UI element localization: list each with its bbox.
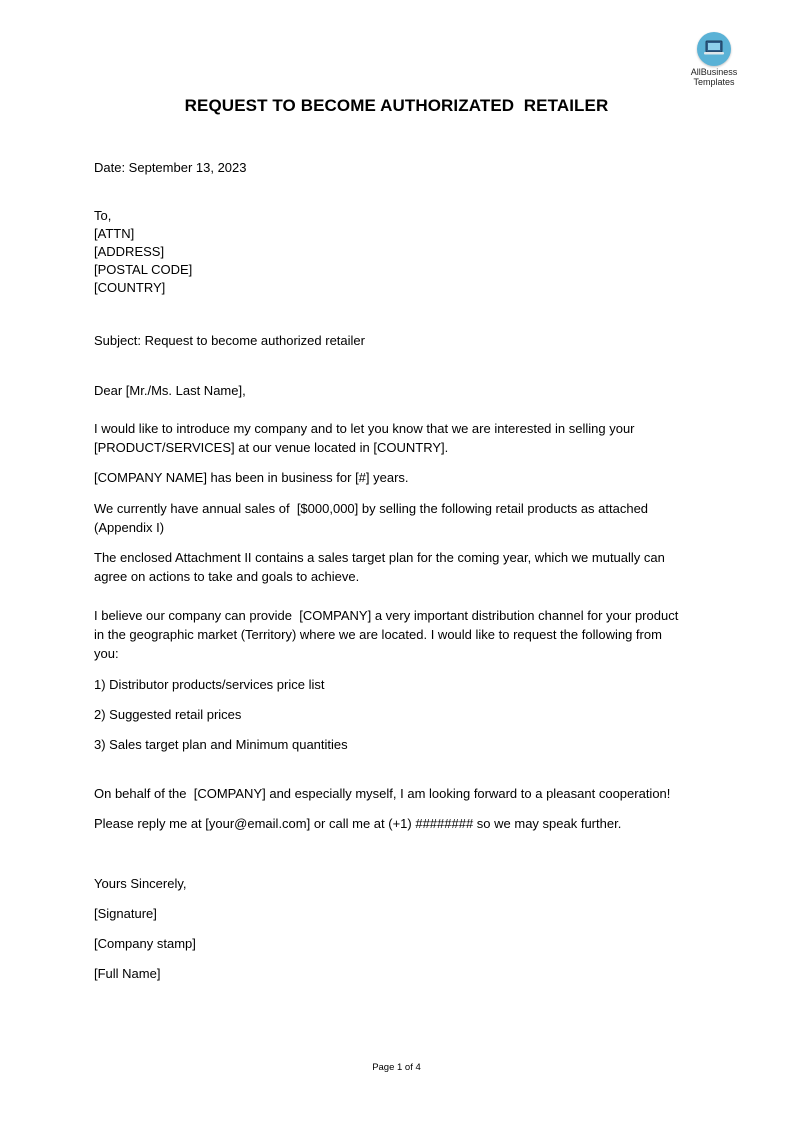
letter-subject: Subject: Request to become authorized retailer (94, 333, 365, 348)
logo-text-line1: AllBusiness (690, 67, 738, 77)
body-paragraph-3-line-1: We currently have annual sales of [$000,000] by selling the following retail products as attached (94, 501, 649, 516)
closing-full-name: [Full Name] (94, 966, 161, 981)
page-number: Page 1 of 4 (372, 1062, 421, 1073)
allbusiness-logo (684, 32, 744, 87)
closing-sincerely: Yours Sincerely, (94, 876, 187, 891)
body-paragraph-2: [COMPANY NAME] has been in business for [#] years. (94, 470, 409, 485)
recipient-address: [ADDRESS] (94, 244, 165, 259)
closing-signature: [Signature] (94, 906, 157, 921)
body-paragraph-5-line-1: I believe our company can provide [COMPANY] a very important distribution channel for your product (94, 608, 679, 623)
letter-salutation: Dear [Mr./Ms. Last Name], (94, 383, 246, 398)
body-paragraph-5-line-2: in the geographic market (Territory) where we are located. I would like to request the following from (94, 627, 662, 642)
closing-company-stamp: [Company stamp] (94, 936, 196, 951)
body-paragraph-4-line-2: agree on actions to take and goals to achieve. (94, 569, 360, 584)
request-list-item-3: 3) Sales target plan and Minimum quantities (94, 737, 348, 752)
recipient-to: To, (94, 208, 112, 223)
body-paragraph-1-line-1: I would like to introduce my company and to let you know that we are interested in selling your (94, 421, 635, 436)
body-paragraph-1-line-2: [PRODUCT/SERVICES] at our venue located in [COUNTRY]. (94, 440, 449, 455)
laptop-icon (697, 32, 731, 66)
body-paragraph-7: Please reply me at [your@email.com] or call me at (+1) ######## so we may speak further. (94, 816, 622, 831)
body-paragraph-6: On behalf of the [COMPANY] and especially myself, I am looking forward to a pleasant cooperation! (94, 786, 671, 801)
body-paragraph-5-line-3: you: (94, 646, 119, 661)
request-list-item-1: 1) Distributor products/services price list (94, 677, 325, 692)
request-list-item-2: 2) Suggested retail prices (94, 707, 242, 722)
logo-text-line2: Templates (693, 77, 735, 87)
body-paragraph-4-line-1: The enclosed Attachment II contains a sales target plan for the coming year, which we mutually can (94, 550, 665, 565)
letter-date: Date: September 13, 2023 (94, 160, 247, 175)
recipient-postal-code: [POSTAL CODE] (94, 262, 193, 277)
body-paragraph-3-line-2: (Appendix I) (94, 520, 165, 535)
recipient-country: [COUNTRY] (94, 280, 166, 295)
recipient-attn: [ATTN] (94, 226, 135, 241)
document-title: REQUEST TO BECOME AUTHORIZATED RETAILER (184, 96, 609, 115)
